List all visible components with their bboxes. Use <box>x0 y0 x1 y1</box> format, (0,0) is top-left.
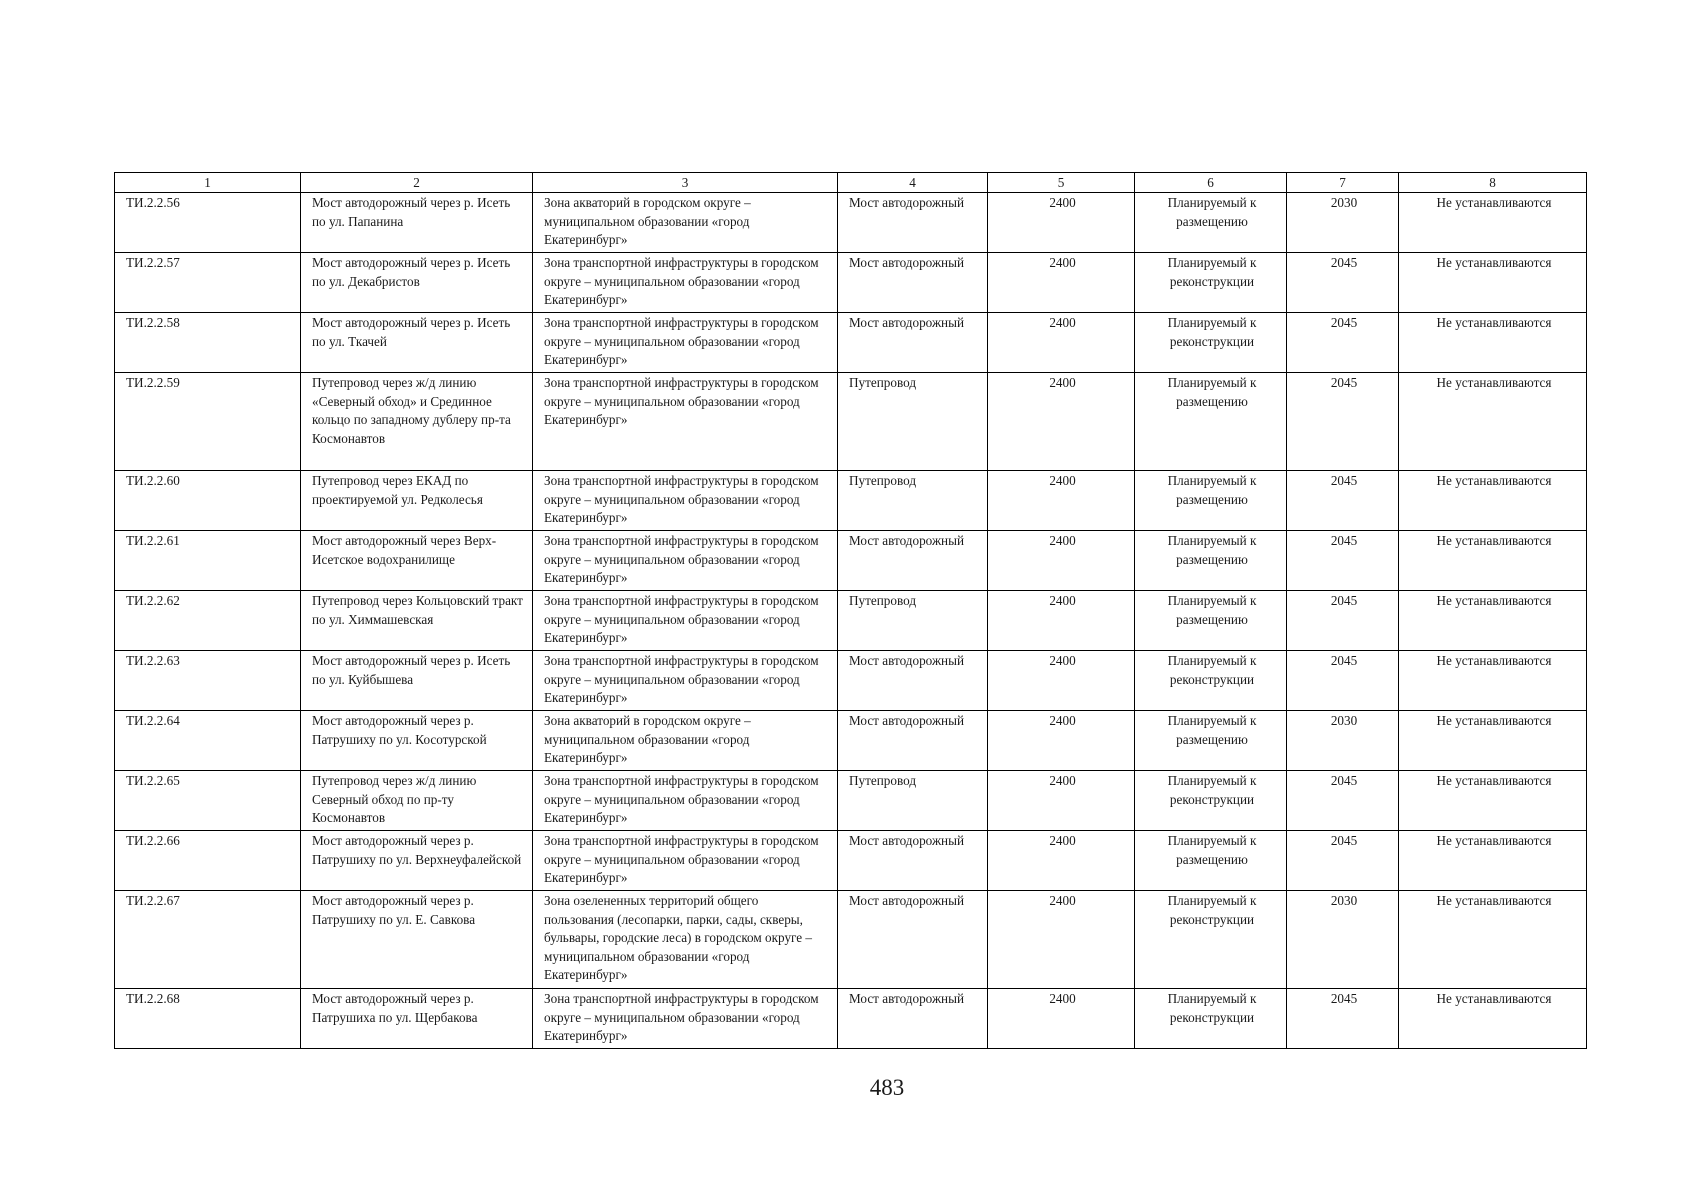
object-zone: Зона транспортной инфраструктуры в городском округе – муниципальном образовании «город Екатеринбург» <box>533 313 838 373</box>
object-year: 2045 <box>1287 313 1399 373</box>
object-status: Планируемый к размещению <box>1135 711 1287 771</box>
object-code: ТИ.2.2.67 <box>115 891 301 989</box>
object-type: Мост автодорожный <box>838 651 988 711</box>
object-zones-limit: Не устанавливаются <box>1399 591 1587 651</box>
object-zone: Зона транспортной инфраструктуры в городском округе – муниципальном образовании «город Екатеринбург» <box>533 651 838 711</box>
object-year: 2045 <box>1287 651 1399 711</box>
object-zone: Зона озелененных территорий общего пользования (лесопарки, парки, сады, скверы, бульвары, городские леса) в городском округе – муниципальном образовании «город Екатеринбург» <box>533 891 838 989</box>
object-zones-limit: Не устанавливаются <box>1399 651 1587 711</box>
object-name: Путепровод через ЕКАД по проектируемой ул. Редколесья <box>301 471 533 531</box>
object-code: ТИ.2.2.66 <box>115 831 301 891</box>
object-status: Планируемый к реконструкции <box>1135 771 1287 831</box>
object-zone: Зона акваторий в городском округе – муниципальном образовании «город Екатеринбург» <box>533 193 838 253</box>
column-header-8: 8 <box>1399 173 1587 193</box>
object-zones-limit: Не устанавливаются <box>1399 831 1587 891</box>
object-status: Планируемый к размещению <box>1135 471 1287 531</box>
object-year: 2045 <box>1287 531 1399 591</box>
object-zones-limit: Не устанавливаются <box>1399 531 1587 591</box>
object-capacity: 2400 <box>988 711 1135 771</box>
object-name: Мост автодорожный через р. Исеть по ул. Ткачей <box>301 313 533 373</box>
objects-table <box>114 172 1587 1049</box>
object-type: Путепровод <box>838 591 988 651</box>
table-row <box>115 771 1587 831</box>
object-capacity: 2400 <box>988 373 1135 471</box>
object-name: Мост автодорожный через р. Исеть по ул. Куйбышева <box>301 651 533 711</box>
object-type: Путепровод <box>838 373 988 471</box>
object-year: 2030 <box>1287 891 1399 989</box>
object-code: ТИ.2.2.63 <box>115 651 301 711</box>
object-year: 2045 <box>1287 591 1399 651</box>
table-row <box>115 531 1587 591</box>
object-zone: Зона транспортной инфраструктуры в городском округе – муниципальном образовании «город Екатеринбург» <box>533 591 838 651</box>
object-code: ТИ.2.2.64 <box>115 711 301 771</box>
object-capacity: 2400 <box>988 193 1135 253</box>
object-type: Путепровод <box>838 471 988 531</box>
table-row <box>115 253 1587 313</box>
table-row <box>115 651 1587 711</box>
object-name: Мост автодорожный через Верх-Исетское водохранилище <box>301 531 533 591</box>
table-row <box>115 193 1587 253</box>
object-zone: Зона транспортной инфраструктуры в городском округе – муниципальном образовании «город Екатеринбург» <box>533 373 838 471</box>
object-status: Планируемый к реконструкции <box>1135 313 1287 373</box>
object-status: Планируемый к реконструкции <box>1135 651 1287 711</box>
object-year: 2030 <box>1287 193 1399 253</box>
object-status: Планируемый к реконструкции <box>1135 891 1287 989</box>
object-type: Мост автодорожный <box>838 313 988 373</box>
object-zones-limit: Не устанавливаются <box>1399 193 1587 253</box>
table-row <box>115 711 1587 771</box>
object-status: Планируемый к размещению <box>1135 373 1287 471</box>
object-status: Планируемый к размещению <box>1135 193 1287 253</box>
object-type: Мост автодорожный <box>838 891 988 989</box>
object-zone: Зона акваторий в городском округе – муниципальном образовании «город Екатеринбург» <box>533 711 838 771</box>
object-capacity: 2400 <box>988 531 1135 591</box>
object-capacity: 2400 <box>988 989 1135 1049</box>
object-name: Мост автодорожный через р. Исеть по ул. Декабристов <box>301 253 533 313</box>
object-type: Мост автодорожный <box>838 989 988 1049</box>
object-name: Мост автодорожный через р. Исеть по ул. Папанина <box>301 193 533 253</box>
object-zone: Зона транспортной инфраструктуры в городском округе – муниципальном образовании «город Екатеринбург» <box>533 771 838 831</box>
object-zones-limit: Не устанавливаются <box>1399 711 1587 771</box>
object-zone: Зона транспортной инфраструктуры в городском округе – муниципальном образовании «город Екатеринбург» <box>533 831 838 891</box>
object-capacity: 2400 <box>988 471 1135 531</box>
object-type: Мост автодорожный <box>838 831 988 891</box>
object-year: 2030 <box>1287 711 1399 771</box>
table-row <box>115 891 1587 989</box>
object-status: Планируемый к размещению <box>1135 531 1287 591</box>
object-code: ТИ.2.2.65 <box>115 771 301 831</box>
object-name: Мост автодорожный через р. Патрушиху по ул. Верхнеуфалейской <box>301 831 533 891</box>
object-zone: Зона транспортной инфраструктуры в городском округе – муниципальном образовании «город Екатеринбург» <box>533 531 838 591</box>
table-row <box>115 471 1587 531</box>
object-name: Мост автодорожный через р. Патрушиху по ул. Косотурской <box>301 711 533 771</box>
object-code: ТИ.2.2.62 <box>115 591 301 651</box>
object-code: ТИ.2.2.61 <box>115 531 301 591</box>
object-zones-limit: Не устанавливаются <box>1399 471 1587 531</box>
object-status: Планируемый к размещению <box>1135 591 1287 651</box>
object-year: 2045 <box>1287 471 1399 531</box>
object-name: Путепровод через Кольцовский тракт по ул. Химмашевская <box>301 591 533 651</box>
object-code: ТИ.2.2.59 <box>115 373 301 471</box>
table-body <box>115 193 1587 1049</box>
object-capacity: 2400 <box>988 313 1135 373</box>
object-type: Мост автодорожный <box>838 253 988 313</box>
object-status: Планируемый к реконструкции <box>1135 989 1287 1049</box>
object-type: Мост автодорожный <box>838 193 988 253</box>
object-capacity: 2400 <box>988 591 1135 651</box>
table-header <box>115 173 1587 193</box>
object-code: ТИ.2.2.68 <box>115 989 301 1049</box>
object-name: Путепровод через ж/д линию «Северный обход» и Срединное кольцо по западному дублеру пр-та Космонавтов <box>301 373 533 471</box>
object-zones-limit: Не устанавливаются <box>1399 253 1587 313</box>
object-type: Мост автодорожный <box>838 711 988 771</box>
object-code: ТИ.2.2.57 <box>115 253 301 313</box>
object-capacity: 2400 <box>988 891 1135 989</box>
column-header-5: 5 <box>988 173 1135 193</box>
object-year: 2045 <box>1287 831 1399 891</box>
object-zones-limit: Не устанавливаются <box>1399 313 1587 373</box>
table-row <box>115 313 1587 373</box>
object-name: Мост автодорожный через р. Патрушиху по ул. Е. Савкова <box>301 891 533 989</box>
object-type: Путепровод <box>838 771 988 831</box>
object-zone: Зона транспортной инфраструктуры в городском округе – муниципальном образовании «город Екатеринбург» <box>533 471 838 531</box>
object-type: Мост автодорожный <box>838 531 988 591</box>
table-row <box>115 373 1587 471</box>
object-name: Путепровод через ж/д линию Северный обход по пр-ту Космонавтов <box>301 771 533 831</box>
object-status: Планируемый к реконструкции <box>1135 253 1287 313</box>
object-code: ТИ.2.2.56 <box>115 193 301 253</box>
column-header-7: 7 <box>1287 173 1399 193</box>
object-code: ТИ.2.2.60 <box>115 471 301 531</box>
object-year: 2045 <box>1287 253 1399 313</box>
column-header-4: 4 <box>838 173 988 193</box>
table-row <box>115 989 1587 1049</box>
object-zone: Зона транспортной инфраструктуры в городском округе – муниципальном образовании «город Екатеринбург» <box>533 253 838 313</box>
column-header-2: 2 <box>301 173 533 193</box>
object-year: 2045 <box>1287 989 1399 1049</box>
object-code: ТИ.2.2.58 <box>115 313 301 373</box>
object-name: Мост автодорожный через р. Патрушиха по ул. Щербакова <box>301 989 533 1049</box>
header-row <box>115 173 1587 193</box>
object-zones-limit: Не устанавливаются <box>1399 989 1587 1049</box>
object-zone: Зона транспортной инфраструктуры в городском округе – муниципальном образовании «город Екатеринбург» <box>533 989 838 1049</box>
object-capacity: 2400 <box>988 831 1135 891</box>
page-number: 483 <box>869 1075 905 1100</box>
object-zones-limit: Не устанавливаются <box>1399 771 1587 831</box>
table-row <box>115 591 1587 651</box>
object-year: 2045 <box>1287 771 1399 831</box>
object-zones-limit: Не устанавливаются <box>1399 891 1587 989</box>
object-status: Планируемый к размещению <box>1135 831 1287 891</box>
column-header-3: 3 <box>533 173 838 193</box>
object-zones-limit: Не устанавливаются <box>1399 373 1587 471</box>
object-capacity: 2400 <box>988 771 1135 831</box>
column-header-1: 1 <box>115 173 301 193</box>
object-capacity: 2400 <box>988 651 1135 711</box>
object-year: 2045 <box>1287 373 1399 471</box>
object-capacity: 2400 <box>988 253 1135 313</box>
column-header-6: 6 <box>1135 173 1287 193</box>
table-row <box>115 831 1587 891</box>
